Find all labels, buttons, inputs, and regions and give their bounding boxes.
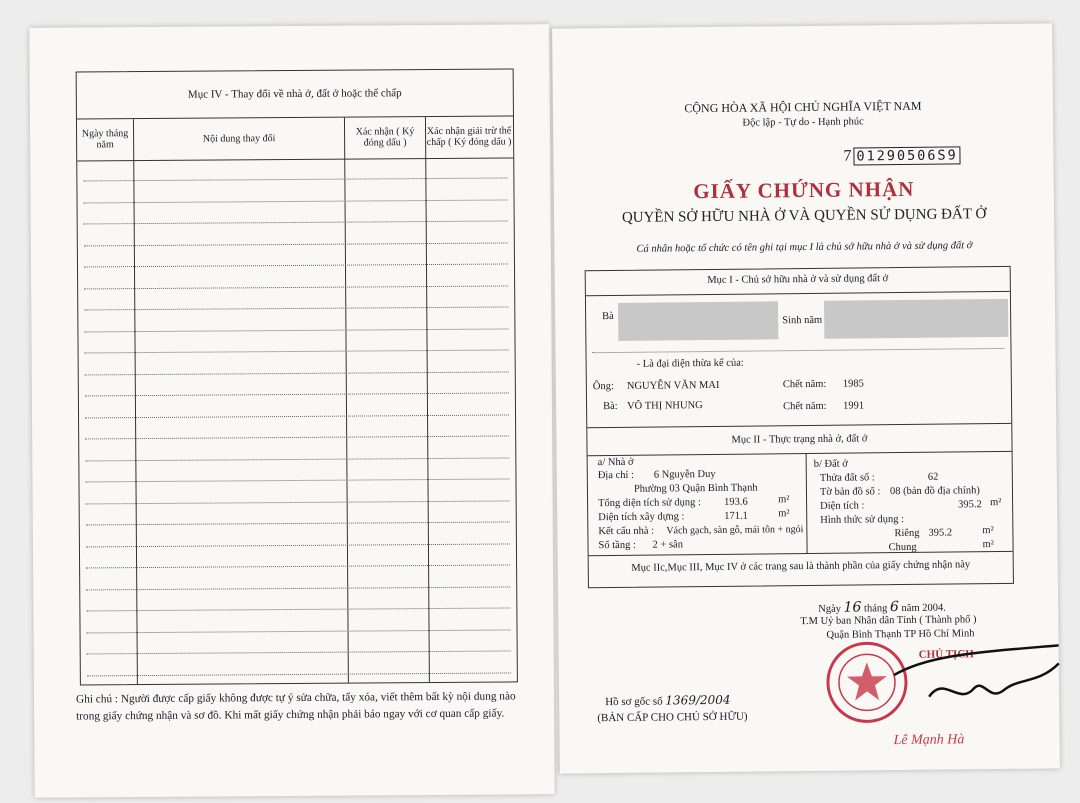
shared-label: Chung <box>888 541 917 554</box>
certificate-number <box>843 146 960 165</box>
intro-text: Cá nhân hoặc tổ chức có tên ghi tại mục I là chủ sở hữu nhà ở và sử dụng đất ở <box>636 240 973 255</box>
section-i-title: Mục I - Chủ sở hữu nhà ở và sử dụng đất ở <box>707 273 889 287</box>
column-header-confirm: Xác nhận ( Ký đóng dấu ) <box>355 126 415 149</box>
private-label: Riêng <box>894 527 920 540</box>
table-row <box>84 285 508 289</box>
map-label: Tờ bản đồ số : <box>819 486 881 498</box>
land-area-value: 395.2 <box>958 499 982 511</box>
build-area-value: 171.1 <box>724 510 748 522</box>
land-area-unit: m² <box>990 496 1002 509</box>
total-area-label: Tổng diện tích sử dụng : <box>598 497 701 510</box>
ong-death-year: 1985 <box>842 378 864 390</box>
table-row <box>83 177 507 181</box>
table-row <box>84 263 508 267</box>
column-header-content: Nội dung thay đổi <box>202 132 276 145</box>
file-number-line <box>605 693 730 708</box>
table-row <box>87 672 511 676</box>
table-row <box>86 607 510 611</box>
certificate-number-prefix: 7 <box>843 147 852 165</box>
table-row <box>85 414 509 418</box>
ba-death-year: 1991 <box>843 400 865 412</box>
copy-note: (BẢN CẤP CHO CHỦ SỞ HỮU) <box>597 710 748 725</box>
issue-date <box>818 599 946 616</box>
month-label: tháng <box>863 603 888 615</box>
ba-death-label: Chết năm: <box>783 400 827 413</box>
amendment-table <box>76 68 518 685</box>
ong-label: Ông: <box>592 381 614 393</box>
private-value: 395.2 <box>928 527 953 539</box>
date-label: Ngày <box>818 603 842 615</box>
table-row <box>84 199 508 203</box>
certificate-subtitle: QUYỀN SỞ HỮU NHÀ Ở VÀ QUYỀN SỬ DỤNG ĐẤT Ở <box>621 206 987 226</box>
table-row <box>85 371 509 375</box>
table-row <box>85 349 509 353</box>
table-row <box>86 500 510 504</box>
certificate-title: GIẤY CHỨNG NHẬN <box>693 176 915 204</box>
land-area-label: Diện tích : <box>820 500 865 512</box>
table-row <box>87 650 511 654</box>
table-row <box>86 586 510 590</box>
table-row <box>86 543 510 547</box>
redacted-birth-year <box>824 299 1008 339</box>
signature-icon <box>889 643 1070 705</box>
ong-name: NGUYỄN VĂN MAI <box>626 379 720 392</box>
column-header-date: Ngày tháng năm <box>81 128 129 151</box>
table-row <box>87 629 511 633</box>
footer-note: Mục IIc,Mục III, Mục IV ở các trang sau là thành phần của giấy chứng nhận này <box>631 559 971 574</box>
certificate-number-digits: 01290506S9 <box>853 146 960 165</box>
ward-value: Phường 03 Quận Bình Thạnh <box>633 482 758 495</box>
chairman-title: CHỦ TỊCH <box>918 648 974 661</box>
private-unit: m² <box>982 525 994 537</box>
right-page <box>552 23 1060 773</box>
authority-line-2: Quận Bình Thạnh TP Hồ Chí Minh <box>826 628 975 641</box>
total-area-value: 193.6 <box>724 496 748 508</box>
authority-line-1: T.M Uỷ ban Nhân dân Tỉnh ( Thành phố ) <box>800 614 977 628</box>
table-row <box>85 457 509 461</box>
month-value: 6 <box>889 599 899 616</box>
parcel-label: Thửa đất số : <box>819 472 875 484</box>
total-area-unit: m² <box>778 494 790 506</box>
national-title: CỘNG HÒA XÃ HỘI CHỦ NGHĨA VIỆT NAM <box>684 98 922 116</box>
build-area-unit: m² <box>778 508 790 520</box>
structure-value: Vách gạch, sàn gỗ, mái tôn + ngói <box>666 524 804 537</box>
day-value: 16 <box>843 599 862 616</box>
column-header-release: Xác nhận giải trừ thế chấp ( Ký đóng dấu ) <box>426 125 512 149</box>
land-label: b/ Đất ở <box>813 458 848 470</box>
floors-value: 2 + sân <box>652 539 684 551</box>
usage-label: Hình thức sử dụng : <box>820 513 905 526</box>
note-text: Ghi chú : Người được cấp giấy không được tự ý sửa chữa, tẩy xóa, viết thêm bất kỳ nội dung nào trong giấy chứng nhận và sơ đồ. Khi mất giấy chứng nhận phải báo ngay với cơ quan cấp giấy. <box>75 690 516 723</box>
representative-text: - Là đại diện thừa kế của: <box>636 357 744 370</box>
file-number-label: Hồ sơ gốc số <box>605 695 663 709</box>
table-row <box>86 564 510 568</box>
map-value: 08 (bản đồ địa chính) <box>889 485 980 498</box>
table-row <box>86 521 510 525</box>
year-value: 2004. <box>922 602 946 614</box>
house-label: a/ Nhà ở <box>597 456 634 469</box>
table-row <box>85 435 509 439</box>
ba2-label: Bà: <box>603 400 618 413</box>
table-row <box>85 478 509 482</box>
table-row <box>84 242 508 246</box>
address-label: Địa chỉ : <box>597 469 635 482</box>
table-row <box>84 220 508 224</box>
file-number-value: 1369/2004 <box>665 692 731 708</box>
floors-label: Số tầng : <box>598 539 636 552</box>
table-row <box>85 392 509 396</box>
table-row <box>84 328 508 332</box>
owner-box <box>585 266 1014 588</box>
year-label: năm <box>901 602 920 615</box>
structure-label: Kết cấu nhà : <box>598 525 655 538</box>
ba-label: Bà <box>602 311 614 323</box>
parcel-value: 62 <box>927 471 939 483</box>
section-iv-title: Mục IV - Thay đổi về nhà ở, đất ở hoặc thế chấp <box>77 69 513 119</box>
signer-name: Lê Mạnh Hà <box>893 732 965 749</box>
table-row <box>84 306 508 310</box>
national-motto: Độc lập - Tự do - Hạnh phúc <box>742 116 864 129</box>
birth-year-label: Sinh năm <box>782 314 823 327</box>
shared-unit: m² <box>982 539 994 551</box>
ba-name: VÕ THỊ NHUNG <box>627 400 703 412</box>
build-area-label: Diện tích xây dựng : <box>598 511 685 524</box>
ong-death-label: Chết năm: <box>782 378 827 391</box>
address-value: 6 Nguyễn Duy <box>653 468 716 481</box>
left-page <box>29 24 554 798</box>
redacted-name <box>618 301 778 341</box>
section-ii-title: Mục II - Thực trạng nhà ở, đất ở <box>731 433 868 446</box>
